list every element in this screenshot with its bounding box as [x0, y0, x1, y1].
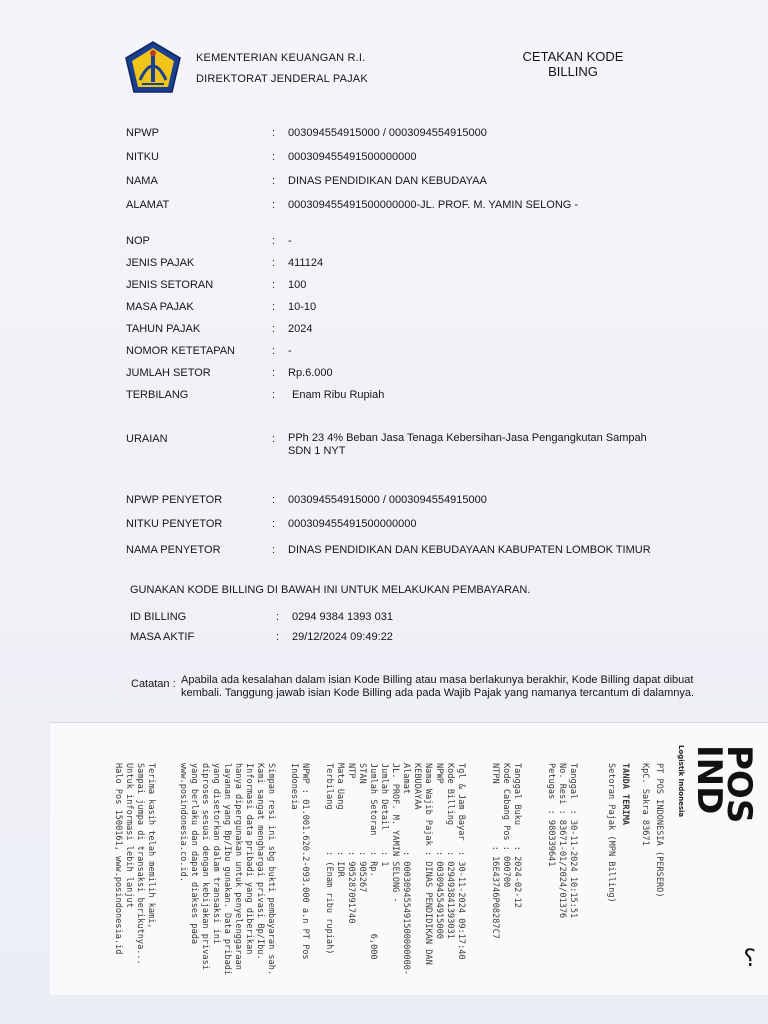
field-label: MASA AKTIF: [130, 631, 195, 643]
note-label: Catatan :: [131, 678, 176, 690]
field-value: 411124: [288, 257, 324, 269]
receipt-block-3: Tgl & Jam Bayar : 30-11-2024 09:17:40 Kode Billing : 029493841393031 NPWP : 003094554915000 Nama Wajib Pajak : DINAS PENDIDIKAN DAN KEBUDAYAA Alamat : 000309455491500000000- JL. PROF. M. YAMIN SELONG - Jumlah Detail : 1 Jumlah Setoran : Rp. 6,000 STAN : 905267 NTP : 905287091740 Mata Uang : IDR Terbilang : (Enam ribu rupiah): [324, 763, 466, 976]
field-value: 2024: [288, 323, 313, 335]
field-label: URAIAN: [126, 433, 168, 445]
ministry-name: KEMENTERIAN KEUANGAN R.I.: [196, 52, 366, 64]
uraian-line-1: PPh 23 4% Beban Jasa Tenaga Kebersihan-Jasa Pengangkutan Sampah: [288, 432, 647, 444]
field-label: NITKU: [126, 151, 159, 163]
field-label: NITKU PENYETOR: [126, 518, 223, 530]
field-colon: :: [272, 127, 276, 139]
field-colon: :: [272, 367, 276, 379]
field-colon: :: [272, 151, 276, 163]
receipt-block-6: Terima kasih telah memilih kami, Sampai jumpa di transaksi berikutnya... Untuk informasi lebih lanjut Halo Pos 1500161, www.posindonesia.id: [113, 763, 156, 965]
pos-logo-bottom: IND: [689, 745, 729, 815]
receipt-block-4: NPWP : 01.001.620.2-093.000 a.n PT Pos Indonesia: [289, 763, 310, 960]
field-label: NPWP: [126, 127, 159, 139]
field-label: NAMA: [126, 175, 158, 187]
field-value: Enam Ribu Rupiah: [292, 389, 385, 401]
field-label: MASA PAJAK: [126, 301, 194, 313]
receipt-content: [50, 723, 768, 995]
field-value: -: [288, 345, 292, 357]
field-value: DINAS PENDIDIKAN DAN KEBUDAYAA: [288, 175, 487, 187]
field-value: DINAS PENDIDIKAN DAN KEBUDAYAAN KABUPATEN LOMBOK TIMUR: [288, 544, 651, 556]
directorate-name: DIREKTORAT JENDERAL PAJAK: [196, 73, 368, 85]
field-colon: :: [272, 494, 276, 506]
field-value: 0294 9384 1393 031: [292, 611, 393, 623]
field-colon: :: [272, 301, 276, 313]
pos-logo-top: POS: [719, 745, 759, 824]
receipt-block-5: Simpan resi ini sbg bukti pembayaran sah. Kami sangat menghargai privasi Bp/Ibu. Informasi data pribadi yang diberikan hanya dipergunakan untuk penyelenggaraan layanan yang Bp/Ibu gunakan. Data pribadi yang disetorkan dalam transaksi ini diproses sesuai dengan kebijakan privasi yang berlaku dan dapat diakses pada www.posindonesia.co.id.: [178, 763, 276, 976]
pos-receipt: [50, 722, 768, 995]
field-value: [288, 432, 647, 458]
field-colon: :: [272, 235, 276, 247]
field-colon: :: [272, 199, 276, 211]
field-label: JENIS SETORAN: [126, 279, 214, 291]
field-label: JUMLAH SETOR: [126, 367, 211, 379]
note-text: Apabila ada kesalahan dalam isian Kode Billing atau masa berlakunya berakhir, Kode Billing dapat dibuat kembali. Tanggung jawab isian Kode Billing ada pada Wajib Pajak yang namanya tercantum di dalamnya.: [181, 674, 695, 699]
uraian-line-2: SDN 1 NYT: [288, 445, 346, 457]
field-colon: :: [272, 257, 276, 269]
field-label: NAMA PENYETOR: [126, 544, 221, 556]
field-colon: :: [272, 433, 276, 445]
field-value: 10-10: [288, 301, 317, 313]
field-label: TERBILANG: [126, 389, 189, 401]
receipt-company: PT POS INDONESIA (PERSERO): [654, 763, 664, 898]
field-label: ID BILLING: [130, 611, 187, 623]
document-title: [508, 49, 638, 79]
field-label: NOMOR KETETAPAN: [126, 345, 235, 357]
field-value: 000309455491500000000: [288, 518, 417, 530]
field-colon: :: [272, 175, 276, 187]
field-label: NOP: [126, 235, 150, 247]
receipt-office: KpC. Sakra 83671: [640, 763, 650, 846]
field-colon: :: [272, 323, 276, 335]
field-label: ALAMAT: [126, 199, 170, 211]
field-value: 003094554915000 / 0003094554915000: [288, 494, 487, 506]
receipt-title: TANDA TERIMA: [620, 763, 630, 826]
ink-mark-icon: ⸮: [743, 945, 756, 972]
pos-logo: [689, 745, 759, 824]
field-value: 000309455491500000000: [288, 151, 417, 163]
field-label: NPWP PENYETOR: [126, 494, 223, 506]
field-colon: :: [272, 345, 276, 357]
receipt-block-1: Tanggal : 30-11-2024 10:15:51 No. Resi : 83671-01/2024/01376 Petugas : 980339641: [546, 763, 578, 919]
field-value: 29/12/2024 09:49:22: [292, 631, 393, 643]
field-value: 000309455491500000000-JL. PROF. M. YAMIN SELONG -: [288, 199, 579, 211]
field-value: 100: [288, 279, 307, 291]
field-colon: :: [272, 279, 276, 291]
receipt-frame: [50, 723, 768, 995]
field-colon: :: [276, 631, 280, 643]
pos-logo-subtitle: Logistik Indonesia: [677, 745, 685, 818]
receipt-block-2: Tanggal Buku : 2024-02-12 Kode Cabang Pos : 000700 NTPN : 16E43746P08287C7: [490, 763, 522, 939]
field-label: JENIS PAJAK: [126, 257, 195, 269]
field-colon: :: [272, 518, 276, 530]
field-value: 003094554915000 / 0003094554915000: [288, 127, 487, 139]
field-colon: :: [272, 544, 276, 556]
field-value: -: [288, 235, 292, 247]
document-title-line-2: BILLING: [548, 64, 598, 79]
billing-instruction: GUNAKAN KODE BILLING DI BAWAH INI UNTUK MELAKUKAN PEMBAYARAN.: [130, 584, 531, 596]
field-colon: :: [276, 611, 280, 623]
field-colon: :: [272, 389, 276, 401]
kemenkeu-emblem-icon: [124, 40, 182, 96]
document-title-line-1: CETAKAN KODE: [522, 49, 624, 64]
receipt-subtitle: Setoran Pajak (MPN Billing): [606, 763, 616, 903]
field-label: TAHUN PAJAK: [126, 323, 201, 335]
field-value: Rp.6.000: [288, 367, 333, 379]
